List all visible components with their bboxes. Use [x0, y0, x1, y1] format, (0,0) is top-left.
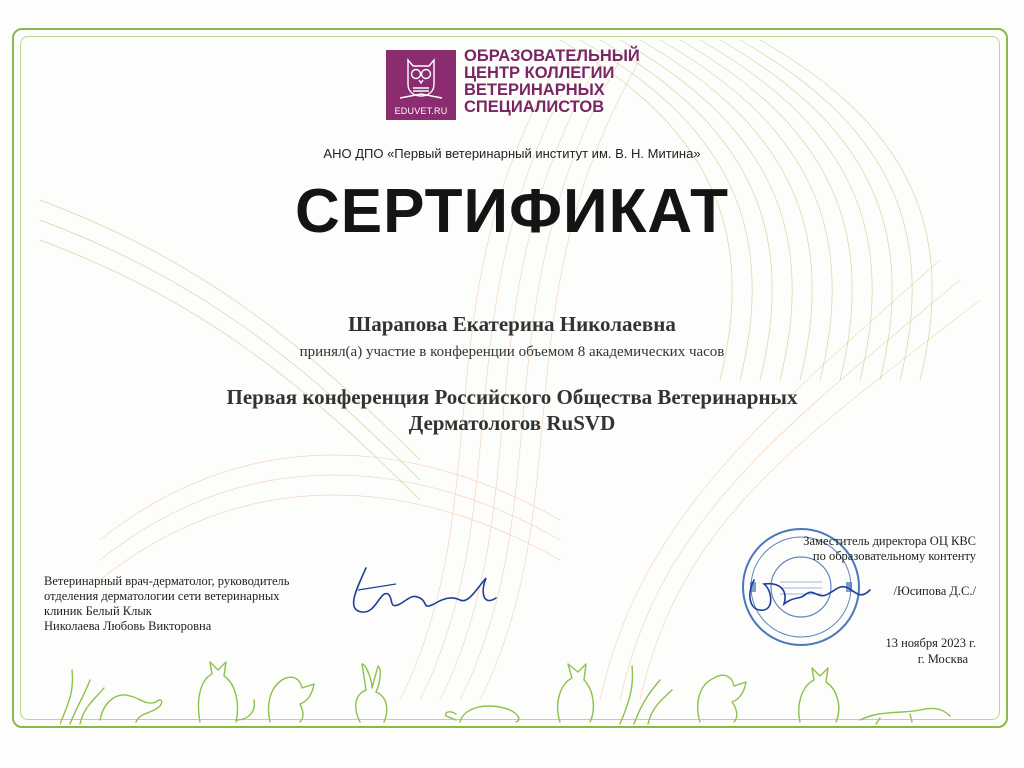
issue-city: г. Москва [917, 652, 968, 666]
rabbit-icon [356, 664, 387, 722]
event-title [0, 384, 1024, 436]
left-signatory-line: Николаева Любовь Викторовна [44, 619, 212, 633]
certificate-title: СЕРТИФИКАТ [295, 177, 729, 246]
participation-text: принял(а) участие в конференции объемом 8 академических часов [299, 344, 725, 360]
lizard-icon [860, 708, 950, 724]
grass-icon [620, 666, 672, 724]
recipient-name: Шарапова Екатерина Николаевна [348, 312, 676, 336]
right-signatory-title-line: Заместитель директора ОЦ КВС [803, 534, 976, 548]
right-signatory-title-line: по образовательному контенту [812, 549, 976, 563]
logo-badge [386, 50, 456, 120]
cat-sitting-icon [558, 664, 594, 722]
event-title-line: Первая конференция Российского Общества Ветеринарных [226, 385, 798, 409]
turtle-icon [446, 706, 519, 722]
left-signatory-line: отделения дерматологии сети ветеринарных [44, 589, 280, 603]
left-signatory-line: Ветеринарный врач-дерматолог, руководитель [44, 574, 290, 588]
ferret-icon [100, 695, 162, 722]
issue-date: 13 ноября 2023 г. [885, 636, 976, 650]
left-signatory-line: клиник Белый Клык [44, 604, 152, 618]
cat-icon [799, 668, 839, 722]
institute-name: АНО ДПО «Первый ветеринарный институт им. В. Н. Митина» [323, 146, 701, 161]
dog-icon [269, 677, 315, 722]
grass-icon [60, 670, 104, 724]
right-signatory-name: /Юсипова Д.С./ [893, 584, 976, 598]
left-signatory [44, 574, 344, 634]
logo-site: EDUVET.RU [394, 106, 448, 116]
right-signature [740, 570, 880, 620]
org-name-line: ЦЕНТР КОЛЛЕГИИ [464, 64, 615, 82]
org-name-line: ВЕТЕРИНАРНЫХ [464, 81, 605, 99]
owl-icon [386, 50, 456, 106]
org-name [464, 48, 684, 116]
event-title-line: Дерматологов RuSVD [408, 411, 616, 435]
org-name-line: ОБРАЗОВАТЕЛЬНЫЙ [464, 47, 640, 65]
dog-sitting-icon [698, 675, 746, 722]
org-name-line: СПЕЦИАЛИСТОВ [464, 98, 605, 116]
left-signature [336, 560, 506, 620]
cat-icon [199, 662, 255, 722]
right-signatory-title [760, 534, 976, 564]
animal-silhouettes-border [60, 640, 960, 725]
